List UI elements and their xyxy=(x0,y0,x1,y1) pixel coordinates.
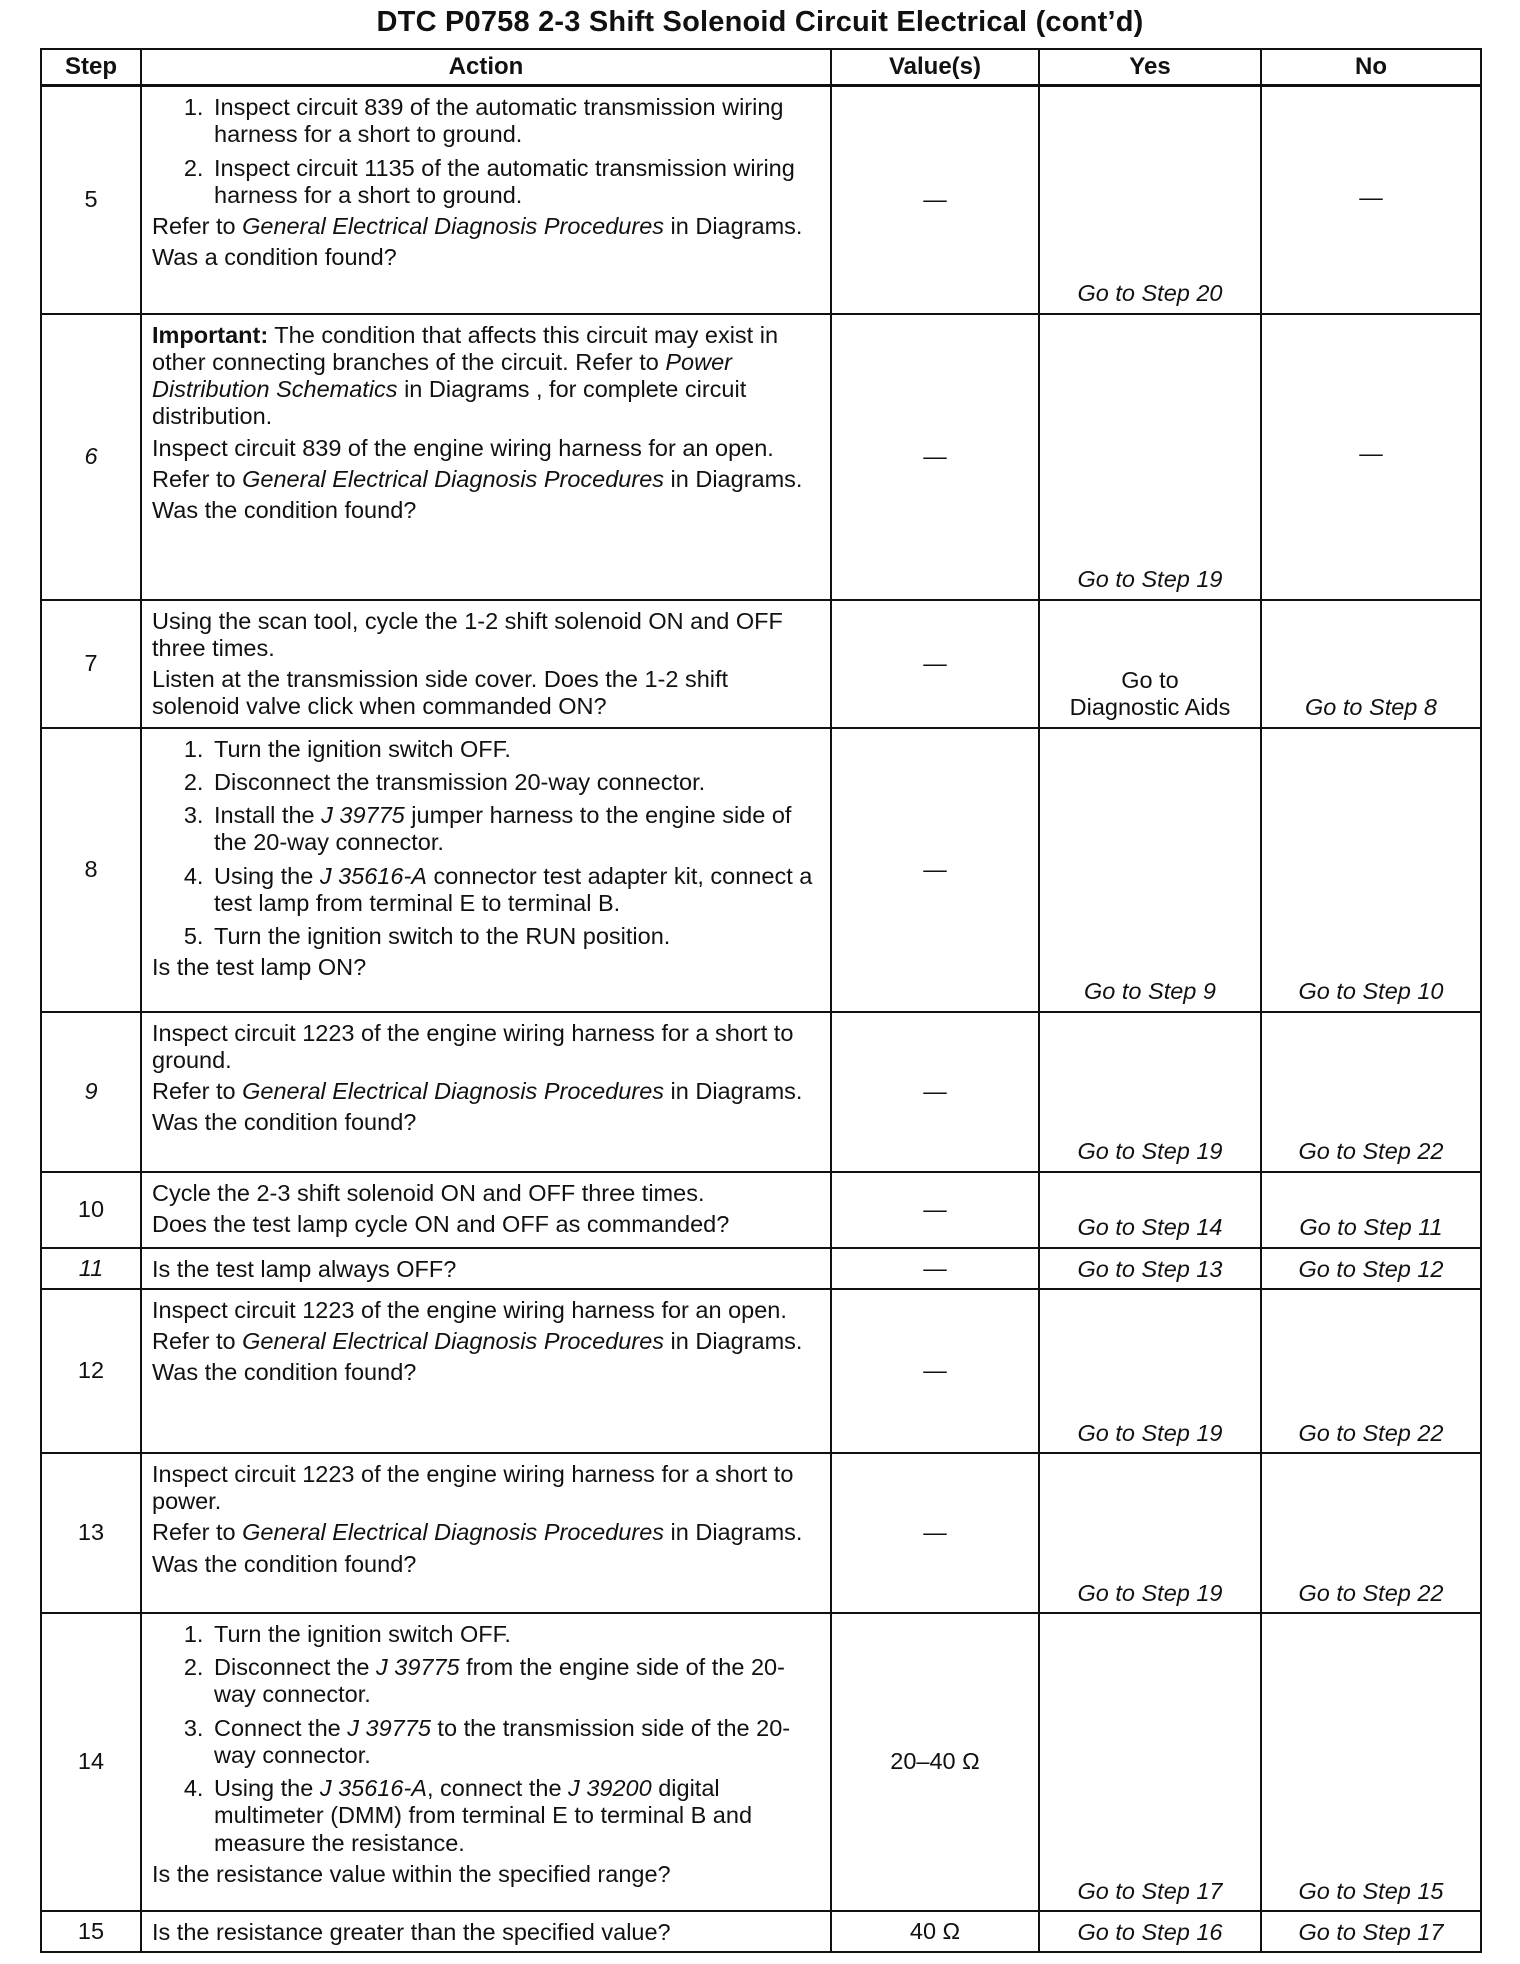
header-step: Step xyxy=(41,49,141,86)
text-run: Is the test lamp always OFF? xyxy=(152,1255,457,1282)
text-run: digital multimeter (DMM) from terminal E to terminal B and measure the resistance. xyxy=(214,1775,753,1856)
step-number: 9 xyxy=(41,1012,141,1172)
text-run: Using the scan tool, cycle the 1-2 shift solenoid ON and OFF three times. xyxy=(152,607,783,661)
text-run: Turn the ignition switch to the RUN position. xyxy=(214,923,671,949)
reference-text: General Electrical Diagnosis Procedures xyxy=(242,1328,665,1354)
no-cell: Go to Step 11 xyxy=(1261,1172,1481,1248)
no-cell: — xyxy=(1261,86,1481,314)
text-run: Refer to xyxy=(152,465,243,492)
table-row xyxy=(41,314,1481,600)
action-cell xyxy=(141,600,831,728)
table-row xyxy=(41,600,1481,728)
value-cell: — xyxy=(831,1453,1039,1613)
text-run: Connect the xyxy=(214,1714,348,1741)
reference-text: J 39775 xyxy=(375,1654,460,1680)
yes-cell: Go to Step 19 xyxy=(1039,1453,1261,1613)
action-paragraph xyxy=(152,497,820,524)
text-run: in Diagrams , for complete circuit distribution. xyxy=(152,376,747,430)
text-run: Is the resistance greater than the specified value? xyxy=(152,1918,671,1945)
action-paragraph xyxy=(152,1519,820,1546)
action-paragraph xyxy=(152,1551,820,1578)
step-number: 5 xyxy=(41,86,141,314)
value-cell: — xyxy=(831,86,1039,314)
action-paragraph xyxy=(152,666,820,721)
reference-text: Power Distribution Schematics xyxy=(152,348,732,402)
action-cell xyxy=(141,1248,831,1289)
reference-text: J 39775 xyxy=(321,802,405,828)
text-run: in Diagrams. xyxy=(664,1078,803,1104)
table-body xyxy=(41,86,1481,1953)
text-run: Refer to xyxy=(152,1078,243,1104)
action-cell xyxy=(141,1613,831,1911)
action-step-item xyxy=(210,923,820,950)
step-number: 6 xyxy=(41,314,141,600)
header-action: Action xyxy=(141,49,831,86)
no-cell: Go to Step 22 xyxy=(1261,1289,1481,1453)
reference-text: General Electrical Diagnosis Procedures xyxy=(242,465,665,492)
text-run: Was the condition found? xyxy=(152,497,417,523)
text-run: Listen at the transmission side cover. Does the 1-2 shift solenoid valve click when commanded ON? xyxy=(152,666,729,720)
text-run: Is the test lamp ON? xyxy=(152,954,367,981)
action-paragraph xyxy=(152,1256,820,1283)
action-paragraph xyxy=(152,1020,820,1075)
table-row xyxy=(41,1012,1481,1172)
action-paragraph xyxy=(152,608,820,663)
text-run: Is the resistance value within the specified range? xyxy=(152,1860,671,1887)
reference-text: J 39775 xyxy=(347,1714,431,1741)
yes-cell: Go to Step 9 xyxy=(1039,728,1261,1012)
text-run: , connect the xyxy=(426,1775,569,1801)
value-cell: — xyxy=(831,1289,1039,1453)
step-number: 14 xyxy=(41,1613,141,1911)
action-step-item xyxy=(210,1654,820,1709)
action-paragraph xyxy=(152,322,820,431)
value-cell: — xyxy=(831,1172,1039,1248)
step-number: 13 xyxy=(41,1453,141,1613)
value-cell: — xyxy=(831,1248,1039,1289)
action-paragraph xyxy=(152,1180,820,1207)
text-run: Turn the ignition switch OFF. xyxy=(214,1620,511,1647)
text-run: connector test adapter kit, connect a test lamp from terminal E to terminal B. xyxy=(214,862,813,916)
action-step-item xyxy=(210,769,820,796)
reference-text: J 35616-A xyxy=(319,862,427,889)
text-run: Was the condition found? xyxy=(152,1109,417,1136)
text-run: in Diagrams. xyxy=(664,1328,803,1354)
table-row xyxy=(41,1248,1481,1289)
text-run: Refer to xyxy=(152,1328,243,1354)
action-paragraph xyxy=(152,1109,820,1136)
action-paragraph xyxy=(152,466,820,493)
value-cell: — xyxy=(831,1012,1039,1172)
step-number: 12 xyxy=(41,1289,141,1453)
text-run: in Diagrams. xyxy=(664,465,803,492)
text-run: Was a condition found? xyxy=(152,244,397,271)
yes-cell: Go to Step 19 xyxy=(1039,1012,1261,1172)
text-run: jumper harness to the engine side of the 20-way connector. xyxy=(214,802,792,856)
action-paragraph xyxy=(152,1078,820,1105)
text-run: Does the test lamp cycle ON and OFF as commanded? xyxy=(152,1210,730,1237)
text-run: Turn the ignition switch OFF. xyxy=(214,735,511,762)
text-run: Using the xyxy=(214,1775,320,1801)
yes-cell: Go to Step 14 xyxy=(1039,1172,1261,1248)
table-row xyxy=(41,1911,1481,1952)
no-cell: Go to Step 10 xyxy=(1261,728,1481,1012)
header-no: No xyxy=(1261,49,1481,86)
value-cell: 40 Ω xyxy=(831,1911,1039,1952)
action-paragraph xyxy=(152,1359,820,1386)
text-run: Inspect circuit 1223 of the engine wiring harness for a short to ground. xyxy=(152,1019,794,1073)
text-run: from the engine side of the 20-way connector. xyxy=(214,1654,785,1708)
no-cell: — xyxy=(1261,314,1481,600)
text-run: Install the xyxy=(214,802,322,828)
action-cell xyxy=(141,1012,831,1172)
text-run: Disconnect the xyxy=(214,1654,376,1680)
yes-cell: Go to Step 16 xyxy=(1039,1911,1261,1952)
step-number: 15 xyxy=(41,1911,141,1952)
text-run: Was the condition found? xyxy=(152,1550,417,1577)
action-cell xyxy=(141,1172,831,1248)
action-paragraph xyxy=(152,954,820,981)
table-row xyxy=(41,1172,1481,1248)
text-run: Disconnect the transmission 20-way connector. xyxy=(214,768,706,795)
table-row xyxy=(41,86,1481,314)
table-row xyxy=(41,728,1481,1012)
page-title: DTC P0758 2-3 Shift Solenoid Circuit Electrical (cont’d) xyxy=(376,6,1144,38)
action-step-item xyxy=(210,1621,820,1648)
action-paragraph xyxy=(152,1211,820,1238)
value-cell: — xyxy=(831,600,1039,728)
no-cell: Go to Step 22 xyxy=(1261,1012,1481,1172)
value-cell: 20–40 Ω xyxy=(831,1613,1039,1911)
table-row xyxy=(41,1613,1481,1911)
header-yes: Yes xyxy=(1039,49,1261,86)
reference-text: General Electrical Diagnosis Procedures xyxy=(242,213,665,239)
step-number: 10 xyxy=(41,1172,141,1248)
reference-text: General Electrical Diagnosis Procedures xyxy=(242,1078,665,1104)
action-paragraph xyxy=(152,1297,820,1324)
no-cell: Go to Step 12 xyxy=(1261,1248,1481,1289)
text-run: Refer to xyxy=(152,1519,243,1546)
table-row xyxy=(41,1289,1481,1453)
text-run: Was the condition found? xyxy=(152,1359,417,1386)
step-number: 8 xyxy=(41,728,141,1012)
action-paragraph xyxy=(152,1461,820,1516)
action-paragraph xyxy=(152,1861,820,1888)
yes-cell: Go to Step 19 xyxy=(1039,314,1261,600)
action-step-item xyxy=(210,736,820,763)
text-run: to the transmission side of the 20-way connector. xyxy=(214,1714,791,1768)
step-number: 7 xyxy=(41,600,141,728)
table-header-row xyxy=(41,49,1481,86)
action-cell xyxy=(141,728,831,1012)
action-step-item xyxy=(210,863,820,918)
yes-cell: Go to Step 13 xyxy=(1039,1248,1261,1289)
action-cell xyxy=(141,1289,831,1453)
text-run: The condition that affects this circuit may exist in other connecting branches of the circuit. Refer to xyxy=(152,321,779,375)
action-paragraph xyxy=(152,435,820,462)
yes-cell: Go to Step 19 xyxy=(1039,1289,1261,1453)
bold-text: Important: xyxy=(152,321,269,348)
header-values: Value(s) xyxy=(831,49,1039,86)
action-paragraph xyxy=(152,213,820,240)
action-steps-list xyxy=(152,736,820,951)
action-cell xyxy=(141,1453,831,1613)
reference-text: J 39200 xyxy=(568,1775,652,1801)
no-cell: Go to Step 8 xyxy=(1261,600,1481,728)
action-cell xyxy=(141,314,831,600)
action-step-item xyxy=(210,1715,820,1770)
diagnostic-table xyxy=(40,48,1482,1953)
action-paragraph xyxy=(152,1328,820,1355)
no-cell: Go to Step 15 xyxy=(1261,1613,1481,1911)
yes-cell: Go to Step 20 xyxy=(1039,86,1261,314)
action-paragraph xyxy=(152,1919,820,1946)
text-run: in Diagrams. xyxy=(664,213,803,239)
text-run: Inspect circuit 1223 of the engine wiring harness for an open. xyxy=(152,1296,787,1323)
text-run: Inspect circuit 839 of the automatic transmission wiring harness for a short to ground. xyxy=(214,94,784,148)
text-run: Inspect circuit 1135 of the automatic transmission wiring harness for a short to ground. xyxy=(214,154,795,208)
text-run: Inspect circuit 1223 of the engine wiring harness for a short to power. xyxy=(152,1460,794,1514)
value-cell: — xyxy=(831,728,1039,1012)
action-step-item xyxy=(210,94,820,149)
action-steps-list xyxy=(152,94,820,209)
table-row xyxy=(41,1453,1481,1613)
reference-text: General Electrical Diagnosis Procedures xyxy=(242,1519,665,1546)
value-cell: — xyxy=(831,314,1039,600)
action-step-item xyxy=(210,802,820,857)
text-run: Refer to xyxy=(152,213,243,239)
action-cell xyxy=(141,1911,831,1952)
yes-cell: Go to Step 17 xyxy=(1039,1613,1261,1911)
text-run: Inspect circuit 839 of the engine wiring harness for an open. xyxy=(152,434,774,461)
reference-text: J 35616-A xyxy=(319,1775,427,1801)
text-run: Using the xyxy=(214,862,320,889)
step-number: 11 xyxy=(41,1248,141,1289)
action-step-item xyxy=(210,1775,820,1857)
no-cell: Go to Step 22 xyxy=(1261,1453,1481,1613)
action-steps-list xyxy=(152,1621,820,1857)
text-run: in Diagrams. xyxy=(664,1519,803,1546)
action-cell xyxy=(141,86,831,314)
yes-cell xyxy=(1039,600,1261,728)
text-run: Cycle the 2-3 shift solenoid ON and OFF three times. xyxy=(152,1179,705,1206)
no-cell: Go to Step 17 xyxy=(1261,1911,1481,1952)
action-paragraph xyxy=(152,244,820,271)
yes-line: Diagnostic Aids xyxy=(1069,694,1231,721)
action-step-item xyxy=(210,155,820,210)
yes-line: Go to xyxy=(1121,667,1179,693)
